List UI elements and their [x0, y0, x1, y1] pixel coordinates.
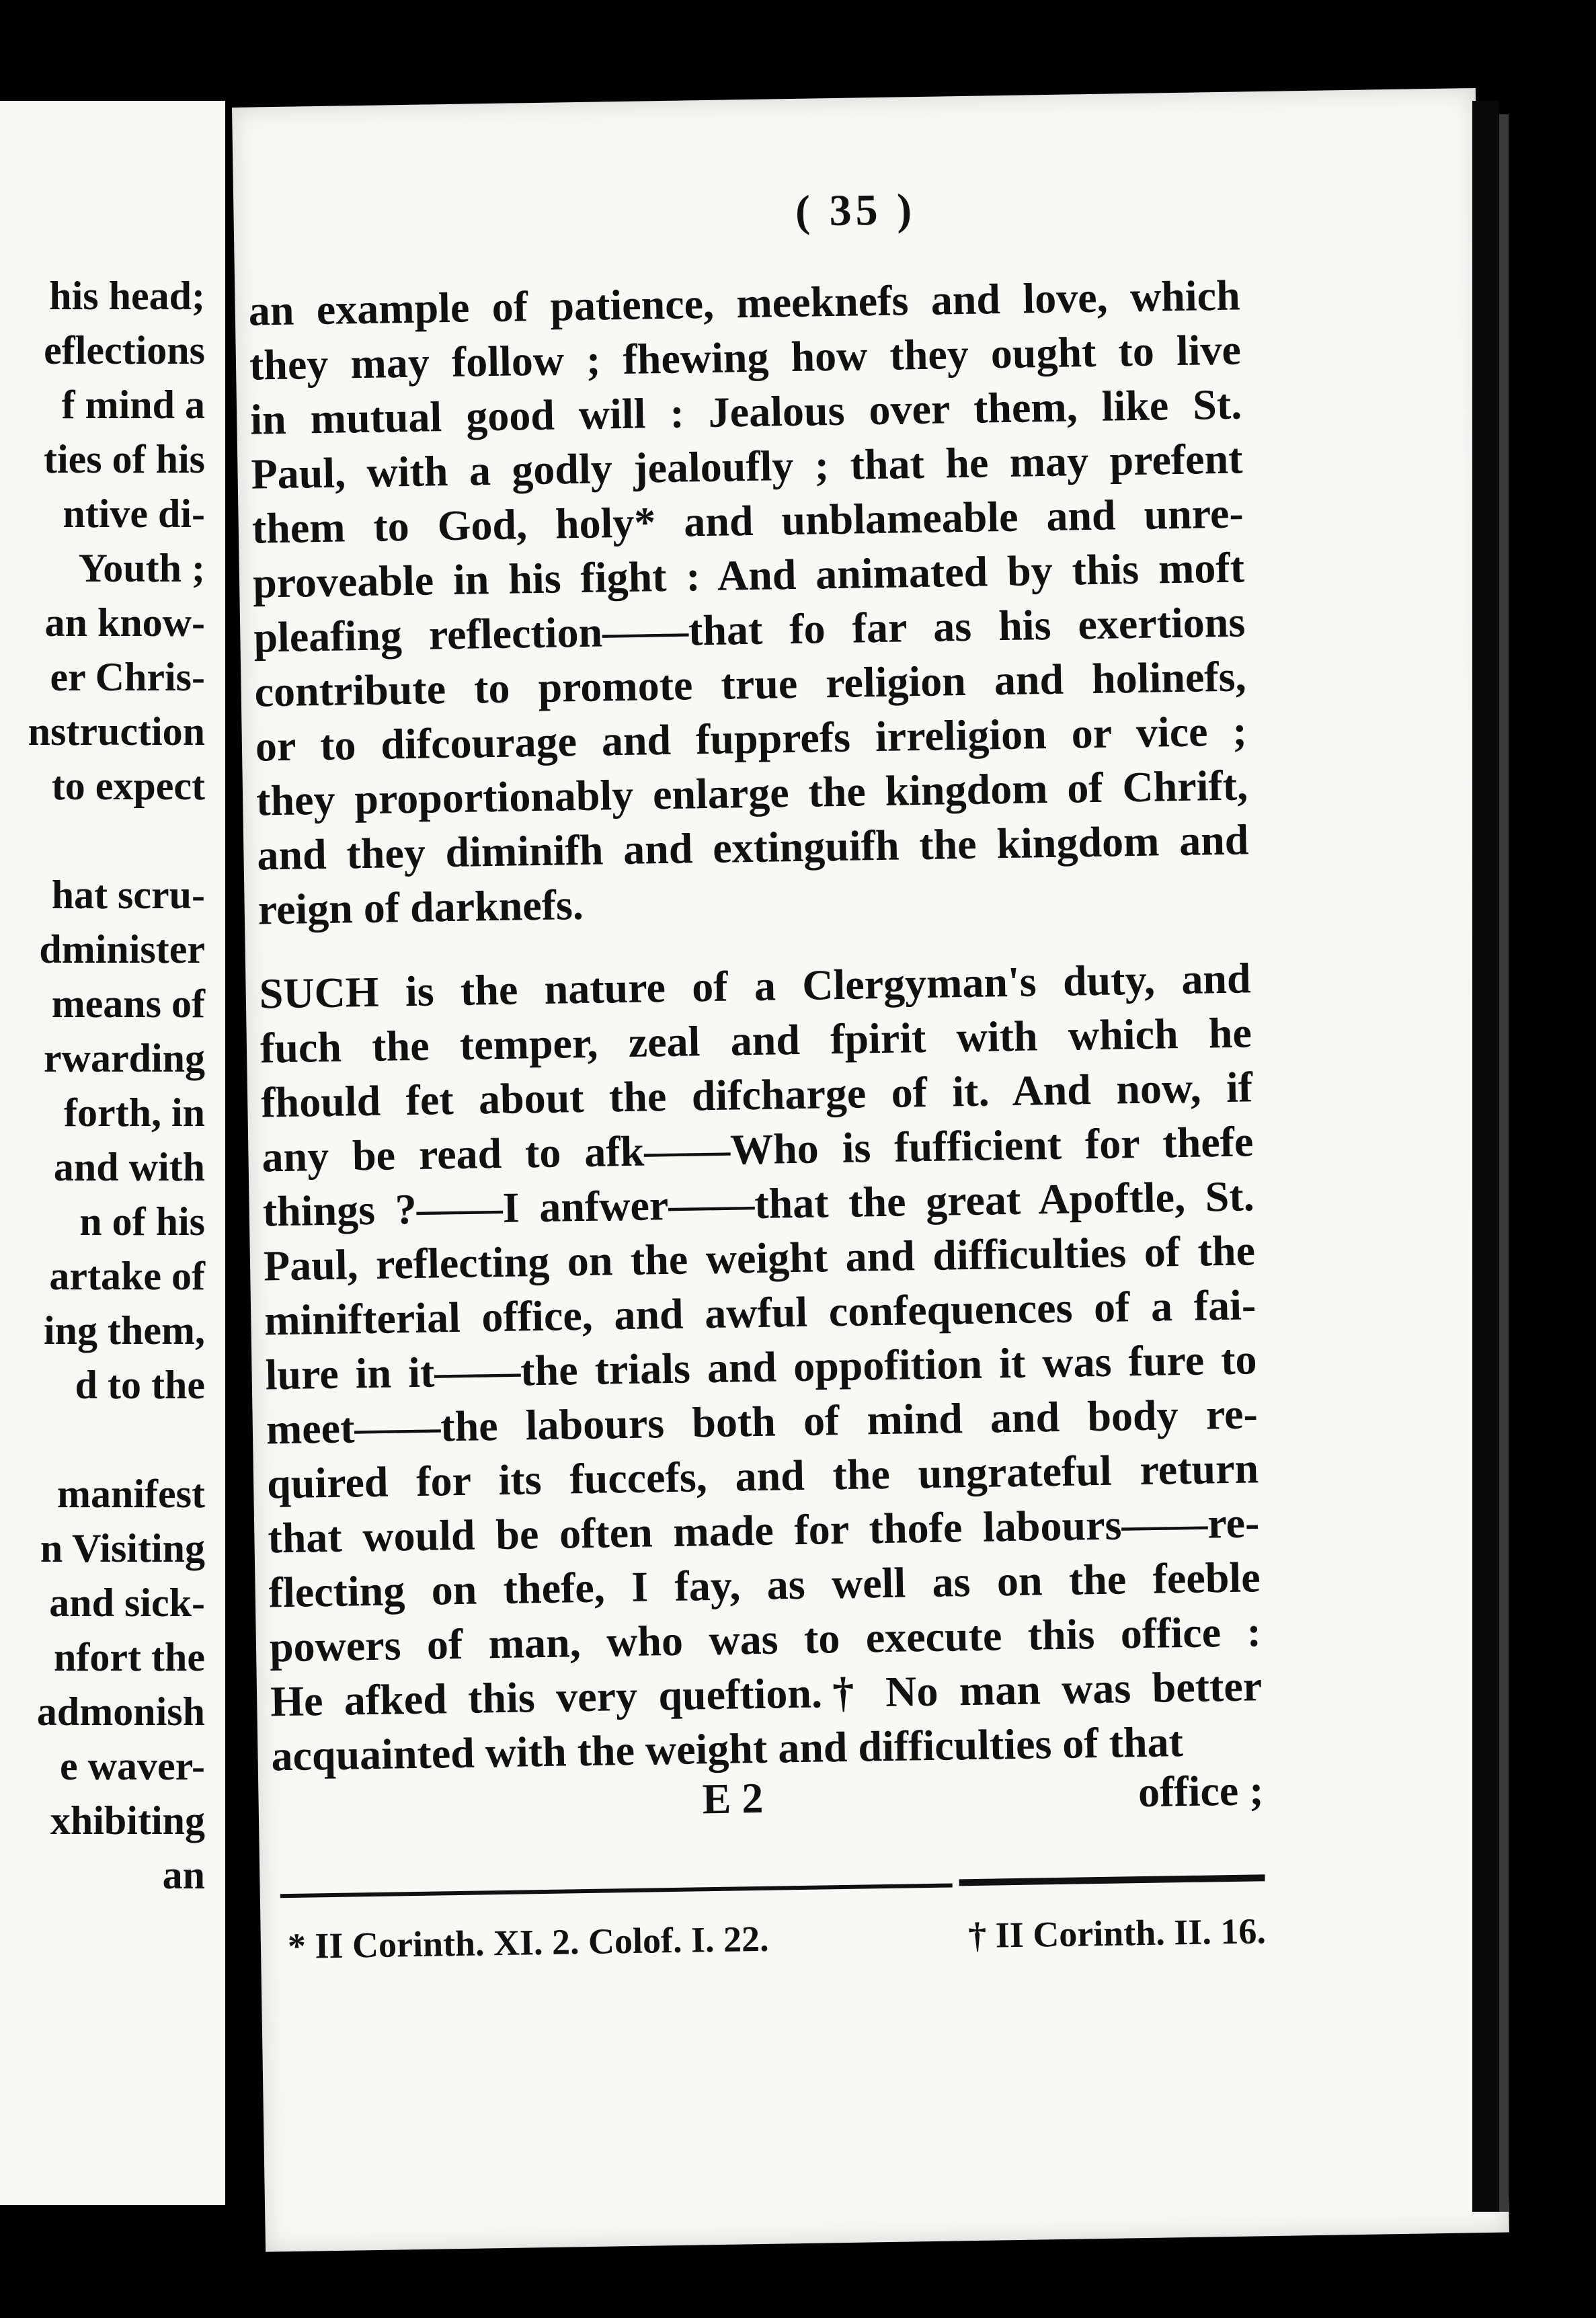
facing-page-line: means of — [51, 982, 205, 1026]
text-line: meet——the labours both of mind and body re- — [266, 1390, 1259, 1453]
catchword: office ; — [1138, 1766, 1265, 1816]
text-line: things ?——I anfwer——that the great Apoftle, St. — [262, 1172, 1255, 1236]
facing-page-line: f mind a — [61, 383, 205, 427]
facing-page-line: e waver- — [60, 1744, 205, 1788]
text-line: or to difcourage and fupprefs irreligion or vice ; — [255, 707, 1248, 770]
text-line: Paul, reflecting on the weight and difficulties of the — [263, 1226, 1256, 1290]
page-edge — [1472, 101, 1499, 2212]
facing-page-line: manifest — [57, 1472, 205, 1516]
text-line: any be read to afk——Who is fufficient for thefe — [261, 1117, 1254, 1181]
footnote: * II Corinth. XI. 2. Colof. I. 22. — [287, 1918, 769, 1967]
page-gutter — [225, 94, 233, 2219]
facing-page-line: and sick- — [49, 1581, 205, 1625]
facing-page-line: ties of his — [44, 437, 205, 481]
facing-page-line: er Chris- — [50, 655, 205, 699]
text-line: fuch the temper, zeal and fpirit with which he — [260, 1008, 1252, 1072]
text-line: an example of patience, meeknefs and love, which — [248, 271, 1241, 335]
facing-page-line: forth, in — [64, 1090, 205, 1135]
text-line: powers of man, who was to execute this office : — [269, 1607, 1262, 1671]
text-line: and they diminifh and extinguifh the kingdom and — [256, 815, 1249, 879]
footnote: † II Corinth. II. 16. — [967, 1911, 1267, 1956]
text-line: SUCH is the nature of a Clergyman's duty, and — [259, 954, 1252, 1018]
facing-page-line: an — [162, 1853, 205, 1897]
text-line: they proportionably enlarge the kingdom of Chrift, — [255, 761, 1248, 825]
footnote-rule — [280, 1883, 953, 1898]
page-number: ( 35 ) — [795, 185, 916, 236]
facing-page-line: d to the — [75, 1363, 205, 1407]
text-line: in mutual good will : Jealous over them, like St. — [249, 380, 1242, 444]
facing-page-line: to expect — [51, 764, 205, 808]
facing-page-line: n of his — [79, 1199, 205, 1244]
text-line: pleafing reflection——that fo far as his exertions — [253, 598, 1246, 662]
text-line: reign of darknefs. — [257, 880, 584, 934]
facing-page-line: and with — [53, 1145, 205, 1189]
signature-mark: E 2 — [702, 1773, 764, 1823]
facing-page-line: n Visiting — [40, 1526, 205, 1570]
text-line: minifterial office, and awful confequences of a fai- — [264, 1281, 1256, 1345]
text-line: quired for its fuccefs, and the ungrateful return — [266, 1444, 1259, 1508]
facing-page-line: artake of — [49, 1254, 205, 1298]
text-line: Paul, with a godly jealoufly ; that he may prefent — [251, 434, 1243, 498]
facing-page-line: admonish — [36, 1689, 205, 1734]
body-text — [248, 268, 1263, 1783]
footnote-rule — [959, 1874, 1265, 1886]
text-line: flecting on thefe, I fay, as well as on the feeble — [268, 1553, 1261, 1617]
facing-page-fragment — [0, 101, 225, 2205]
text-line: them to God, holy* and unblameable and unre- — [251, 489, 1244, 553]
facing-page-line: ntive di- — [63, 491, 205, 536]
text-line: fhould fet about the difcharge of it. And now, if — [260, 1063, 1253, 1127]
facing-page-line: an know- — [44, 600, 205, 645]
page-edge — [1499, 114, 1509, 2212]
facing-page-line: nstruction — [28, 709, 205, 754]
facing-page-line: Youth ; — [78, 546, 205, 590]
paragraph — [248, 268, 1250, 936]
facing-page-line: ing them, — [44, 1308, 205, 1353]
facing-page-line: dminister — [39, 927, 205, 971]
facing-page-line: hat scru- — [51, 873, 205, 917]
facing-page-line: xhibiting — [50, 1798, 205, 1843]
facing-page-line: nfort the — [54, 1635, 205, 1679]
book-page — [232, 88, 1509, 2252]
text-line: acquainted with the weight and difficulties of that — [270, 1718, 1184, 1780]
text-line: that would be often made for thofe labours——re- — [267, 1498, 1260, 1562]
text-line: He afked this very queftion.† No man was better — [270, 1662, 1263, 1726]
text-line: lure in it——the trials and oppofition it was fure to — [265, 1335, 1257, 1399]
facing-page-line: rwarding — [44, 1036, 205, 1080]
paragraph — [259, 951, 1263, 1783]
text-line: proveable in his fight : And animated by this moft — [252, 543, 1245, 607]
text-line: they may follow ; fhewing how they ought to live — [249, 325, 1242, 389]
facing-page-line: his head; — [49, 274, 205, 318]
footnotes — [287, 1910, 1266, 1979]
text-line: contribute to promote true religion and holinefs, — [254, 652, 1247, 716]
facing-page-line: eflections — [44, 328, 205, 372]
